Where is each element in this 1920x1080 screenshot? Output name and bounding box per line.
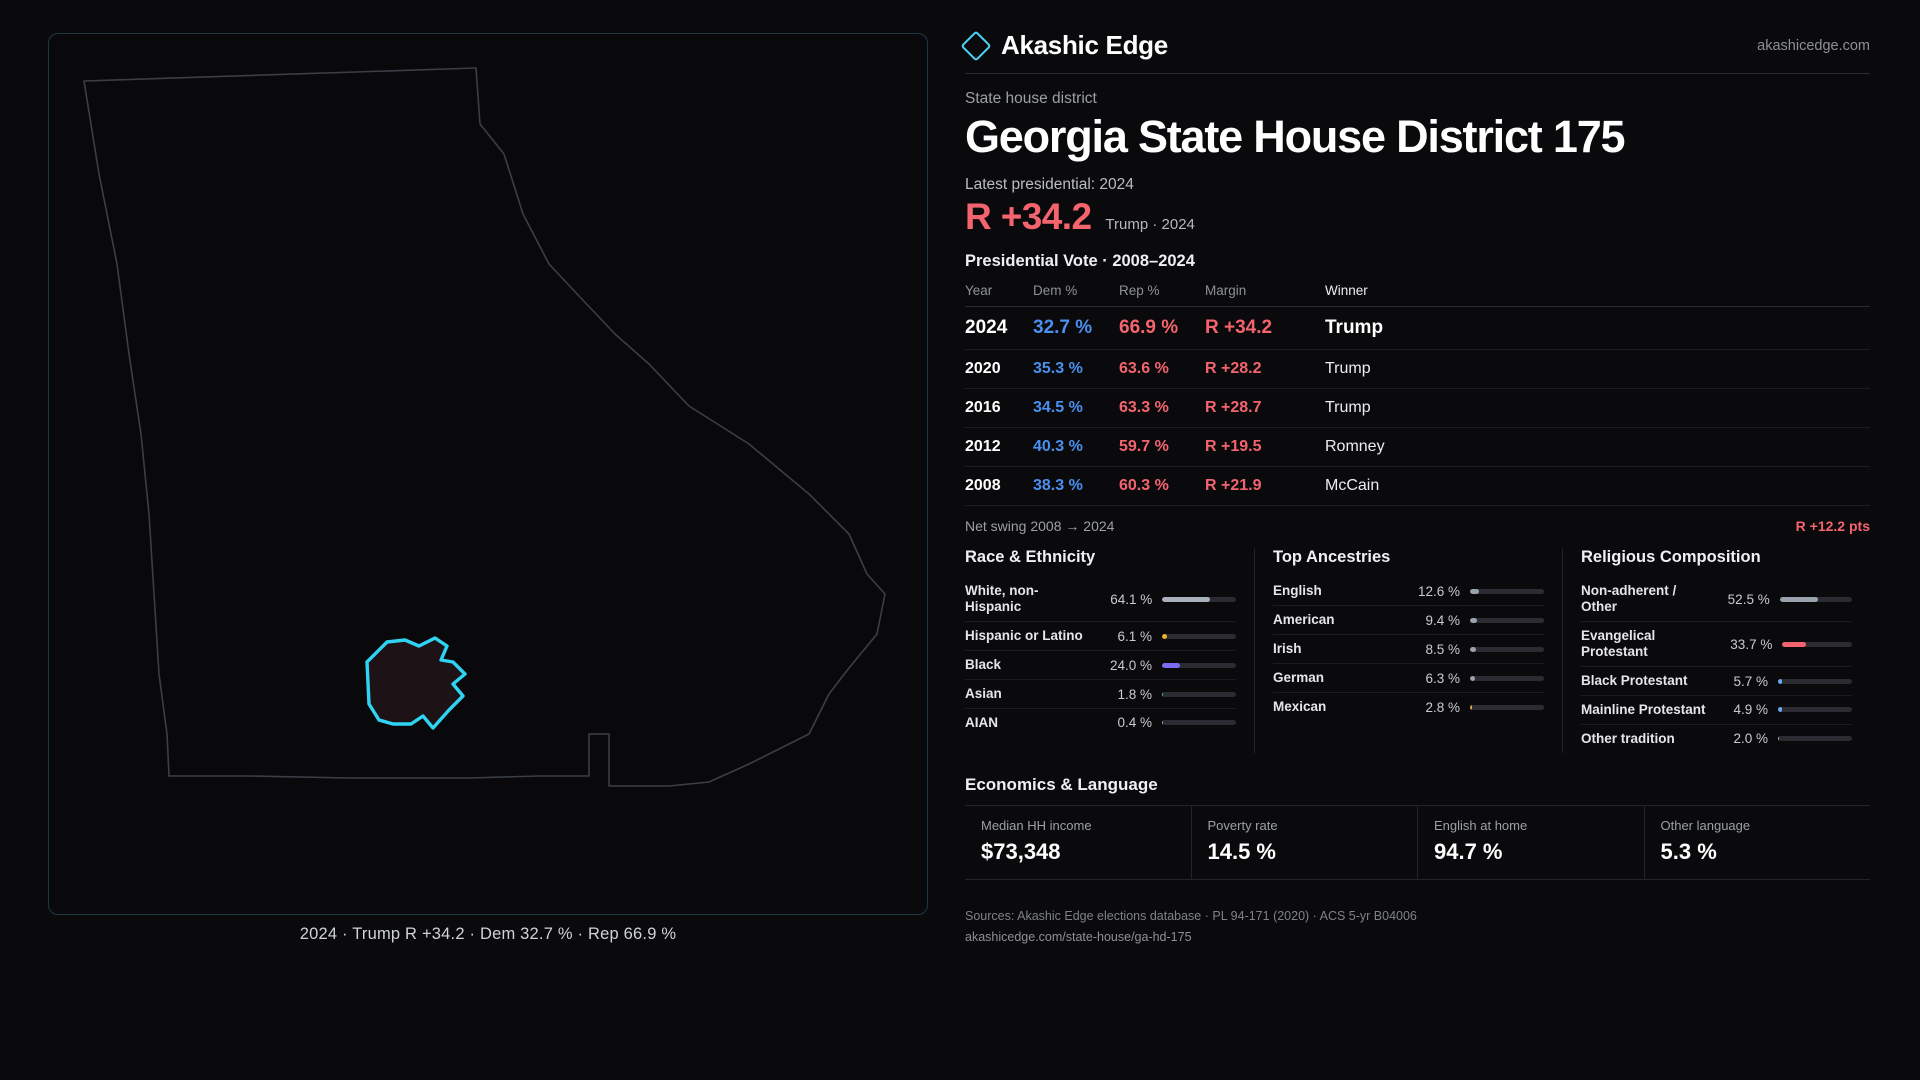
page-title: Georgia State House District 175 xyxy=(965,111,1625,162)
ancestry-value: 12.6 % xyxy=(1417,583,1460,599)
religion-name: Non-adherent / Other xyxy=(1581,583,1677,615)
col-dem: Dem % xyxy=(1033,279,1119,307)
race-value: 1.8 % xyxy=(1117,686,1152,702)
race-value: 64.1 % xyxy=(1110,591,1153,607)
cell-rep: 63.6 % xyxy=(1119,350,1205,389)
cell-margin: R +28.2 xyxy=(1205,350,1325,389)
ancestry-value: 6.3 % xyxy=(1425,670,1460,686)
headline-margin-value: R +34.2 xyxy=(965,196,1092,238)
list-item xyxy=(1581,725,1852,753)
table-row xyxy=(965,307,1870,350)
diamond-icon xyxy=(960,30,991,61)
religion-name: Other tradition xyxy=(1581,730,1675,746)
net-swing-row xyxy=(965,518,1870,534)
list-item xyxy=(1581,667,1852,696)
table-header-row xyxy=(965,279,1870,307)
list-item xyxy=(1273,606,1544,635)
race-name: Black xyxy=(965,657,1002,673)
info-panel xyxy=(955,0,1920,1080)
presidential-vote-table xyxy=(965,279,1870,506)
ancestry-name: Mexican xyxy=(1273,699,1327,715)
list-item xyxy=(965,622,1236,651)
cell-winner: Trump xyxy=(1325,389,1870,428)
religion-name: Black Protestant xyxy=(1581,673,1688,689)
cell-winner: Romney xyxy=(1325,428,1870,467)
headline-margin xyxy=(965,196,1880,238)
latest-presidential-label: Latest presidential: 2024 xyxy=(965,176,1134,194)
econ-value: 94.7 % xyxy=(1434,838,1503,864)
list-item xyxy=(1581,622,1852,667)
cell-dem: 34.5 % xyxy=(1033,389,1119,428)
religion-value: 52.5 % xyxy=(1727,591,1770,607)
religion-title: Religious Composition xyxy=(1581,548,1761,567)
col-margin: Margin xyxy=(1205,279,1325,307)
demographic-columns xyxy=(965,548,1870,752)
ancestry-value: 2.8 % xyxy=(1425,699,1460,715)
list-item xyxy=(965,709,1236,737)
cell-year: 2012 xyxy=(965,428,1033,467)
cell-year: 2016 xyxy=(965,389,1033,428)
race-name: White, non-Hispanic xyxy=(965,583,1039,615)
race-bar xyxy=(1162,663,1236,668)
net-swing-label: Net swing 2008 → 2024 xyxy=(965,518,1115,535)
race-value: 0.4 % xyxy=(1117,715,1152,731)
econ-value: 5.3 % xyxy=(1660,838,1717,864)
ancestry-name: English xyxy=(1273,583,1322,599)
ancestry-value: 8.5 % xyxy=(1425,641,1460,657)
religion-bar xyxy=(1778,736,1852,741)
race-bar xyxy=(1162,692,1236,697)
cell-dem: 40.3 % xyxy=(1033,428,1119,467)
religion-bar xyxy=(1778,707,1852,712)
col-winner: Winner xyxy=(1325,279,1870,307)
cell-margin: R +19.5 xyxy=(1205,428,1325,467)
list-item xyxy=(1273,577,1544,606)
sources-url[interactable]: akashicedge.com/state-house/ga-hd-175 xyxy=(965,930,1192,945)
ancestry-bar xyxy=(1470,705,1544,710)
cell-margin: R +21.9 xyxy=(1205,467,1325,506)
district-highlight[interactable] xyxy=(367,638,465,728)
ancestry-name: American xyxy=(1273,612,1335,628)
map-frame xyxy=(48,33,928,915)
table-row xyxy=(965,467,1870,506)
cell-year: 2024 xyxy=(965,307,1033,350)
econ-cell-other-language xyxy=(1644,806,1871,879)
cell-dem: 35.3 % xyxy=(1033,350,1119,389)
ancestry-bar xyxy=(1470,647,1544,652)
econ-cell-median-income xyxy=(965,806,1191,879)
religion-bar xyxy=(1782,642,1852,647)
econ-label: Poverty rate xyxy=(1207,817,1278,833)
economics-title: Economics & Language xyxy=(965,774,1158,794)
cell-rep: 59.7 % xyxy=(1119,428,1205,467)
cell-dem: 32.7 % xyxy=(1033,307,1119,350)
race-name: Hispanic or Latino xyxy=(965,628,1083,644)
race-ethnicity-column xyxy=(965,548,1254,752)
economics-row xyxy=(965,805,1870,880)
list-item xyxy=(1273,635,1544,664)
vote-section-title: Presidential Vote · 2008–2024 xyxy=(965,252,1195,271)
econ-value: 14.5 % xyxy=(1207,838,1276,864)
ancestry-name: German xyxy=(1273,670,1325,686)
race-value: 24.0 % xyxy=(1109,657,1152,673)
ancestry-name: Irish xyxy=(1273,641,1302,657)
list-item xyxy=(1581,577,1852,622)
religion-bar xyxy=(1778,679,1852,684)
map-panel xyxy=(0,0,955,1080)
ancestry-bar xyxy=(1470,618,1544,623)
list-item xyxy=(965,577,1236,622)
race-value: 6.1 % xyxy=(1117,628,1152,644)
list-item xyxy=(965,680,1236,709)
col-rep: Rep % xyxy=(1119,279,1205,307)
race-name: Asian xyxy=(965,686,1002,702)
religion-value: 4.9 % xyxy=(1733,702,1768,718)
sources-line: Sources: Akashic Edge elections database · PL 94-171 (2020) · ACS 5-yr B04006 xyxy=(965,908,1417,923)
religion-name: Evangelical Protestant xyxy=(1581,628,1656,660)
econ-value: $73,348 xyxy=(981,838,1061,864)
brand-site: akashicedge.com xyxy=(1757,37,1870,54)
religion-value: 33.7 % xyxy=(1730,636,1773,652)
list-item xyxy=(1273,664,1544,693)
cell-year: 2008 xyxy=(965,467,1033,506)
race-title: Race & Ethnicity xyxy=(965,548,1096,567)
georgia-outline xyxy=(84,68,885,786)
cell-winner: McCain xyxy=(1325,467,1870,506)
cell-year: 2020 xyxy=(965,350,1033,389)
cell-margin: R +28.7 xyxy=(1205,389,1325,428)
ancestry-value: 9.4 % xyxy=(1425,612,1460,628)
sources-block xyxy=(965,906,1870,949)
table-row xyxy=(965,428,1870,467)
table-row xyxy=(965,389,1870,428)
headline-margin-sub: Trump · 2024 xyxy=(1105,216,1195,234)
ancestry-bar xyxy=(1470,589,1544,594)
religion-value: 5.7 % xyxy=(1733,673,1768,689)
net-swing-value: R +12.2 pts xyxy=(1795,518,1870,535)
cell-rep: 63.3 % xyxy=(1119,389,1205,428)
cell-winner: Trump xyxy=(1325,307,1870,350)
ancestry-bar xyxy=(1470,676,1544,681)
table-row xyxy=(965,350,1870,389)
map-caption: 2024 · Trump R +34.2 · Dem 32.7 % · Rep 66.9 % xyxy=(299,925,677,943)
race-bar xyxy=(1162,597,1236,602)
list-item xyxy=(965,651,1236,680)
georgia-state-map[interactable] xyxy=(49,34,929,916)
econ-label: English at home xyxy=(1434,817,1528,833)
page-kicker: State house district xyxy=(965,90,1097,107)
brand-row xyxy=(965,30,1870,74)
econ-cell-english-at-home xyxy=(1417,806,1644,879)
list-item xyxy=(1273,693,1544,721)
cell-dem: 38.3 % xyxy=(1033,467,1119,506)
cell-rep: 60.3 % xyxy=(1119,467,1205,506)
religious-composition-column xyxy=(1562,548,1870,752)
religion-value: 2.0 % xyxy=(1733,731,1768,747)
list-item xyxy=(1581,696,1852,725)
top-ancestries-column xyxy=(1254,548,1562,752)
race-bar xyxy=(1162,720,1236,725)
cell-margin: R +34.2 xyxy=(1205,307,1325,350)
cell-rep: 66.9 % xyxy=(1119,307,1205,350)
religion-bar xyxy=(1780,597,1852,602)
econ-cell-poverty-rate xyxy=(1191,806,1418,879)
ancestries-title: Top Ancestries xyxy=(1273,548,1391,567)
econ-label: Median HH income xyxy=(981,817,1092,833)
econ-label: Other language xyxy=(1660,817,1751,833)
religion-name: Mainline Protestant xyxy=(1581,702,1706,717)
brand-name: Akashic Edge xyxy=(1001,30,1168,60)
race-bar xyxy=(1162,634,1236,639)
col-year: Year xyxy=(965,279,1033,307)
race-name: AIAN xyxy=(965,715,998,730)
cell-winner: Trump xyxy=(1325,350,1870,389)
